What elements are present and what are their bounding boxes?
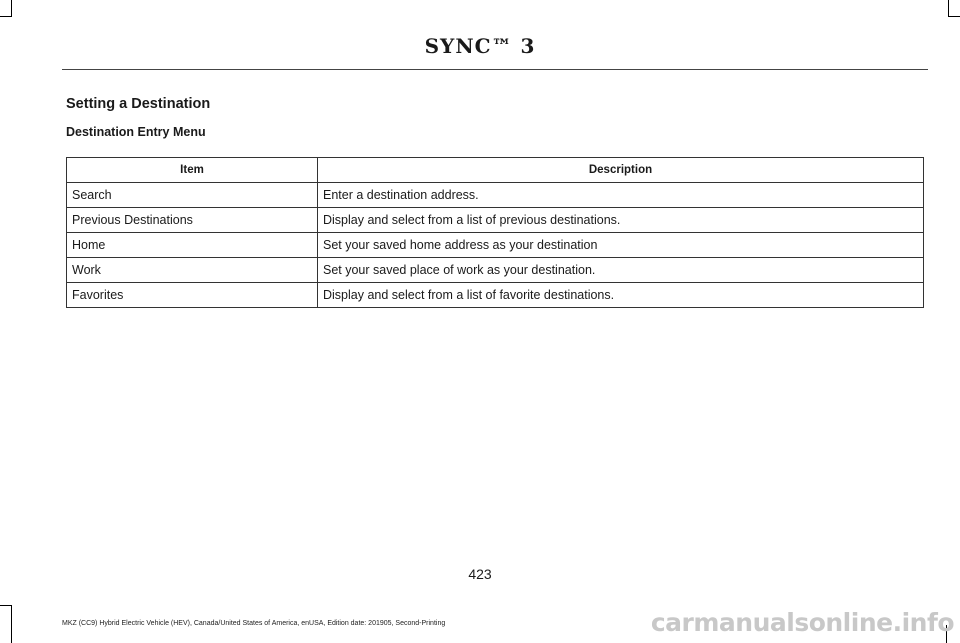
crop-mark-top-left-h <box>0 16 12 17</box>
table-header-row <box>67 158 924 183</box>
page-number: 423 <box>468 566 492 582</box>
page-header-title: SYNC™ 3 <box>424 34 536 58</box>
item-cell: Favorites <box>67 283 318 308</box>
table-row <box>67 283 924 308</box>
item-cell: Home <box>67 233 318 258</box>
crop-mark-top-left-v <box>11 0 12 17</box>
description-cell: Display and select from a list of previous destinations. <box>318 208 924 233</box>
table-row <box>67 208 924 233</box>
description-cell: Display and select from a list of favorite destinations. <box>318 283 924 308</box>
item-cell: Search <box>67 183 318 208</box>
item-cell: Work <box>67 258 318 283</box>
header-divider <box>62 69 928 70</box>
crop-mark-top-right-h <box>948 16 960 17</box>
column-header-item: Item <box>67 158 318 183</box>
crop-mark-bottom-left-v <box>11 605 12 643</box>
description-cell: Set your saved place of work as your destination. <box>318 258 924 283</box>
table-row <box>67 183 924 208</box>
section-heading: Setting a Destination <box>66 96 211 112</box>
table-row <box>67 258 924 283</box>
description-cell: Set your saved home address as your destination <box>318 233 924 258</box>
crop-mark-bottom-left-h <box>0 605 12 606</box>
watermark: carmanualsonline.info <box>650 608 954 637</box>
destination-entry-table <box>66 157 924 308</box>
description-cell: Enter a destination address. <box>318 183 924 208</box>
item-cell: Previous Destinations <box>67 208 318 233</box>
edition-footer: MKZ (CC9) Hybrid Electric Vehicle (HEV), Canada/United States of America, enUSA, Edition date: 201905, Second-Printing <box>62 620 446 627</box>
crop-mark-top-right-v <box>948 0 949 17</box>
table-row <box>67 233 924 258</box>
column-header-description: Description <box>318 158 924 183</box>
section-subheading: Destination Entry Menu <box>66 125 206 139</box>
